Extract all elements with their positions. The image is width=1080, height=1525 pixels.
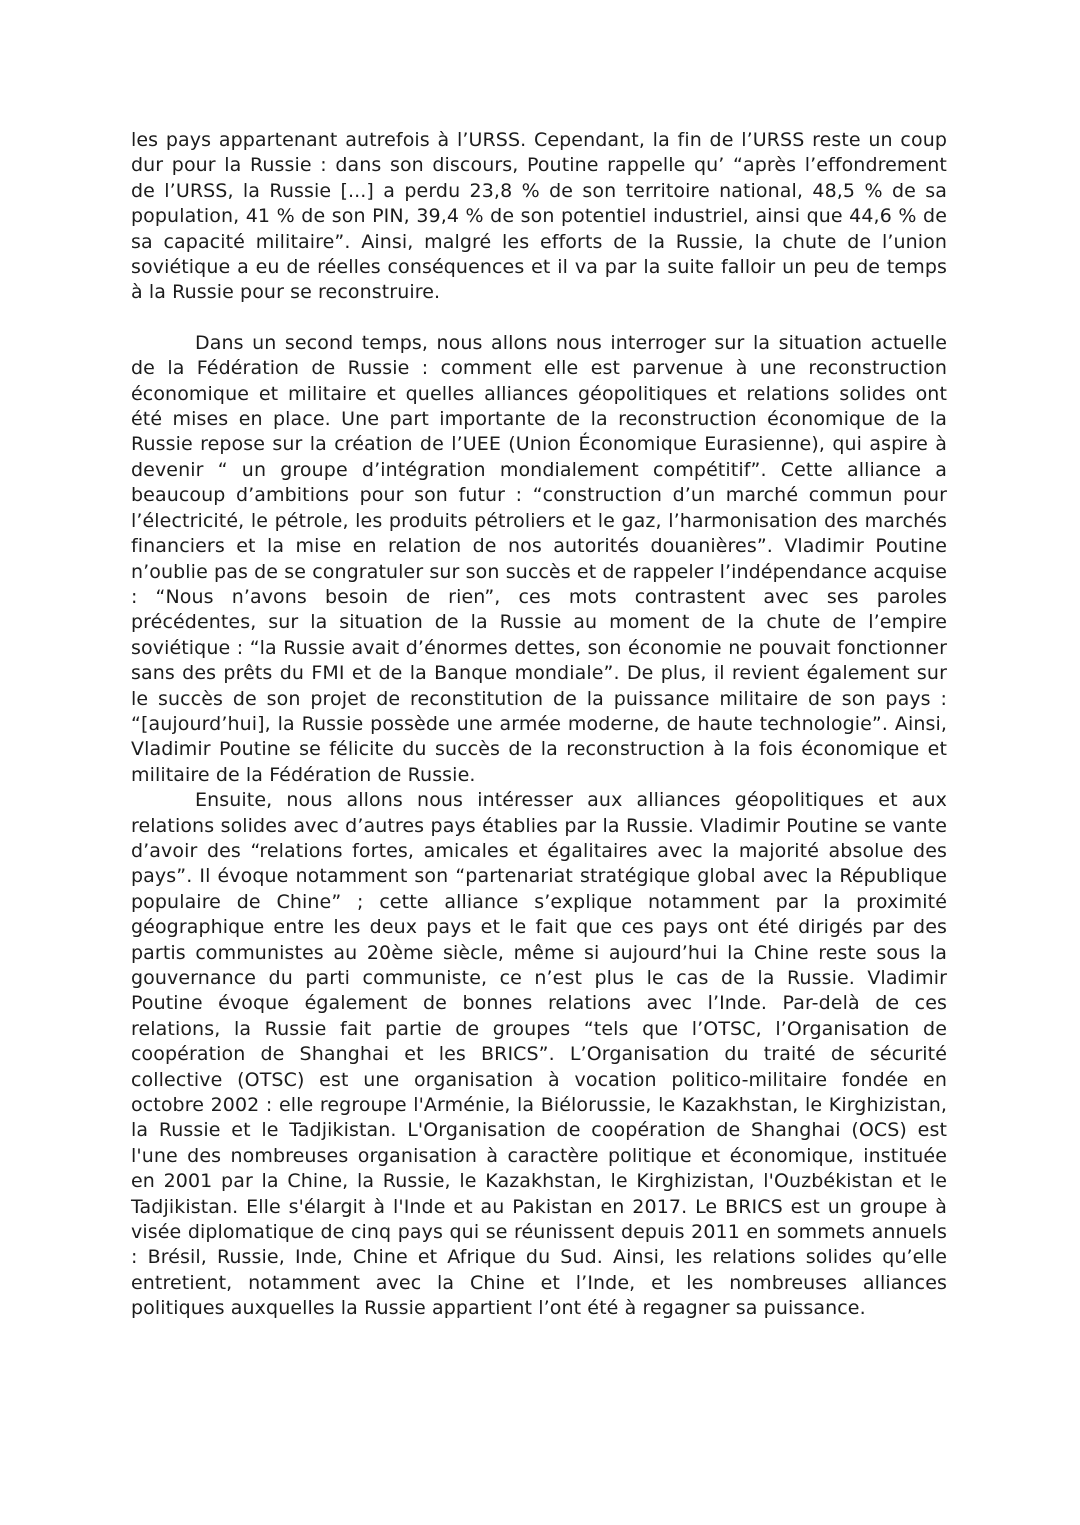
paragraph-reconstruction: Dans un second temps, nous allons nous interroger sur la situation actuelle de la Fédération de Russie : comment elle est parvenue à une reconstruction économique et militaire et quelles alliances géopolitiques et relations solides ont été mises en place. Une part importante de la reconstruction économique de la Russie repose sur la création de l’UEE (Union Économique Eurasienne), qui aspire à devenir “ un groupe d’intégration mondialement compétitif”. Cette alliance a beaucoup d’ambitions pour son futur : “construction d’un marché commun pour l’électricité, le pétrole, les produits pétroliers et le gaz, l’harmonisation des marchés financiers et la mise en relation de nos autorités douanières”. Vladimir Poutine n’oublie pas de se congratuler sur son succès et de rappeler l’indépendance acquise : “Nous n’avons besoin de rien”, ces mots contrastent avec ses paroles précédentes, sur la situation de la Russie au moment de la chute de l’empire soviétique : “la Russie avait d’énormes dettes, son économie ne pouvait fonctionner sans des prêts du FMI et de la Banque mondiale”. De plus, il revient également sur le succès de son projet de reconstitution de la puissance militaire de son pays : “[aujourd’hui], la Russie possède une armée moderne, de haute technologie”. Ainsi, Vladimir Poutine se félicite du succès de la reconstruction à la fois économique et militaire de la Fédération de Russie. xyxy=(131,331,947,786)
paragraph-alliances: Ensuite, nous allons nous intéresser aux alliances géopolitiques et aux relations solides avec d’autres pays établies par la Russie. Vladimir Poutine se vante d’avoir des “relations fortes, amicales et égalitaires avec la majorité absolue des pays”. Il évoque notamment son “partenariat stratégique global avec la République populaire de Chine” ; cette alliance s’explique notamment par la proximité géographique entre les deux pays et le fait que ces pays ont été dirigés par des partis communistes au 20ème siècle, même si aujourd’hui la Chine reste sous la gouvernance du parti communiste, ce n’est plus le cas de la Russie. Vladimir Poutine évoque également de bonnes relations avec l’Inde. Par-delà de ces relations, la Russie fait partie de groupes “tels que l’OTSC, l’Organisation de coopération de Shanghai et les BRICS”. L’Organisation du traité de sécurité collective (OTSC) est une organisation à vocation politico-militaire fondée en octobre 2002 : elle regroupe l'Arménie, la Biélorussie, le Kazakhstan, le Kirghizistan, la Russie et le Tadjikistan. L'Organisation de coopération de Shanghai (OCS) est l'une des nombreuses organisation à caractère politique et économique, instituée en 2001 par la Chine, la Russie, le Kazakhstan, le Kirghizistan, l'Ouzbékistan et le Tadjikistan. Elle s'élargit à l'Inde et au Pakistan en 2017. Le BRICS est un groupe à visée diplomatique de cinq pays qui se réunissent depuis 2011 en sommets annuels : Brésil, Russie, Inde, Chine et Afrique du Sud. Ainsi, les relations solides qu’elle entretient, notamment avec la Chine et l’Inde, et les nombreuses alliances politiques auxquelles la Russie appartient l’ont été à regagner sa puissance. xyxy=(131,789,947,1320)
paragraph-spacer xyxy=(131,306,947,331)
document-page xyxy=(131,128,947,1322)
paragraph-urss-consequences: les pays appartenant autrefois à l’URSS. Cependant, la fin de l’URSS reste un coup dur pour la Russie : dans son discours, Poutine rappelle qu’ “après l’effondrement de l’URSS, la Russie [...] a perdu 23,8 % de son territoire national, 48,5 % de sa population, 41 % de son PIN, 39,4 % de son potentiel industriel, ainsi que 44,6 % de sa capacité militaire”. Ainsi, malgré les efforts de la Russie, la chute de l’union soviétique a eu de réelles conséquences et il va par la suite falloir un peu de temps à la Russie pour se reconstruire. xyxy=(131,129,947,304)
